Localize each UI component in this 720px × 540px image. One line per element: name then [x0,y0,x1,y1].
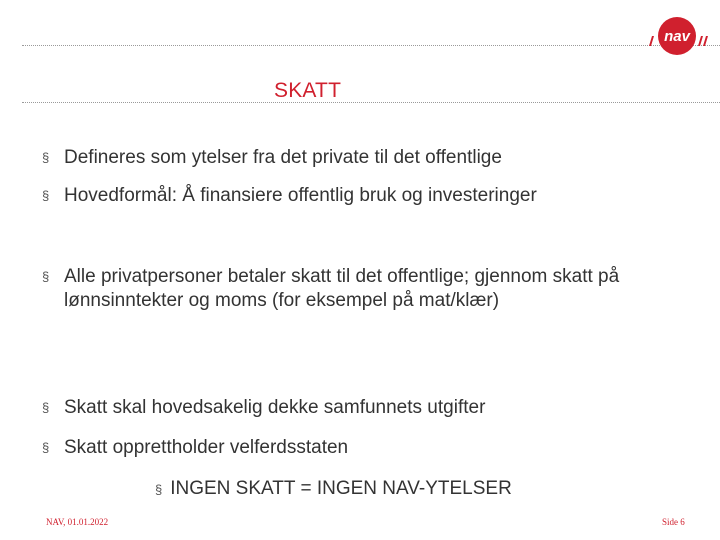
sub-bullet-item [155,477,512,502]
bullet-item [42,146,692,170]
header-divider [22,45,720,46]
bullet-marker: § [42,440,50,455]
bullet-item [42,265,682,313]
bullet-marker: § [42,188,50,203]
bullet-marker: § [42,400,50,415]
bullet-item [42,184,692,208]
bullet-text: Skatt skal hovedsakelig dekke samfunnets utgifter [64,397,486,418]
bullet-marker: § [42,150,50,165]
bullet-text: Skatt opprettholder velferdsstaten [64,437,349,458]
title-divider [22,102,720,103]
bullet-marker: § [155,482,163,497]
bullet-text: Defineres som ytelser fra det private til det offentlige [64,147,502,168]
logo-text: nav [664,28,690,45]
bullet-marker: § [42,269,50,284]
bullet-item [42,396,692,420]
nav-logo-icon [646,14,708,58]
footer-page-number: Side 6 [662,517,685,527]
slide-title: SKATT [274,79,342,102]
bullet-item [42,436,692,460]
bullet-text: Alle privatpersoner betaler skatt til det offentlige; gjennom skatt på lønnsinntekter og moms (for eksempel på mat/klær) [64,266,620,311]
bullet-text: Hovedformål: Å finansiere offentlig bruk og investeringer [64,185,537,206]
footer-date: NAV, 01.01.2022 [46,517,109,527]
sub-bullet-text: INGEN SKATT = INGEN NAV-YTELSER [170,478,512,499]
